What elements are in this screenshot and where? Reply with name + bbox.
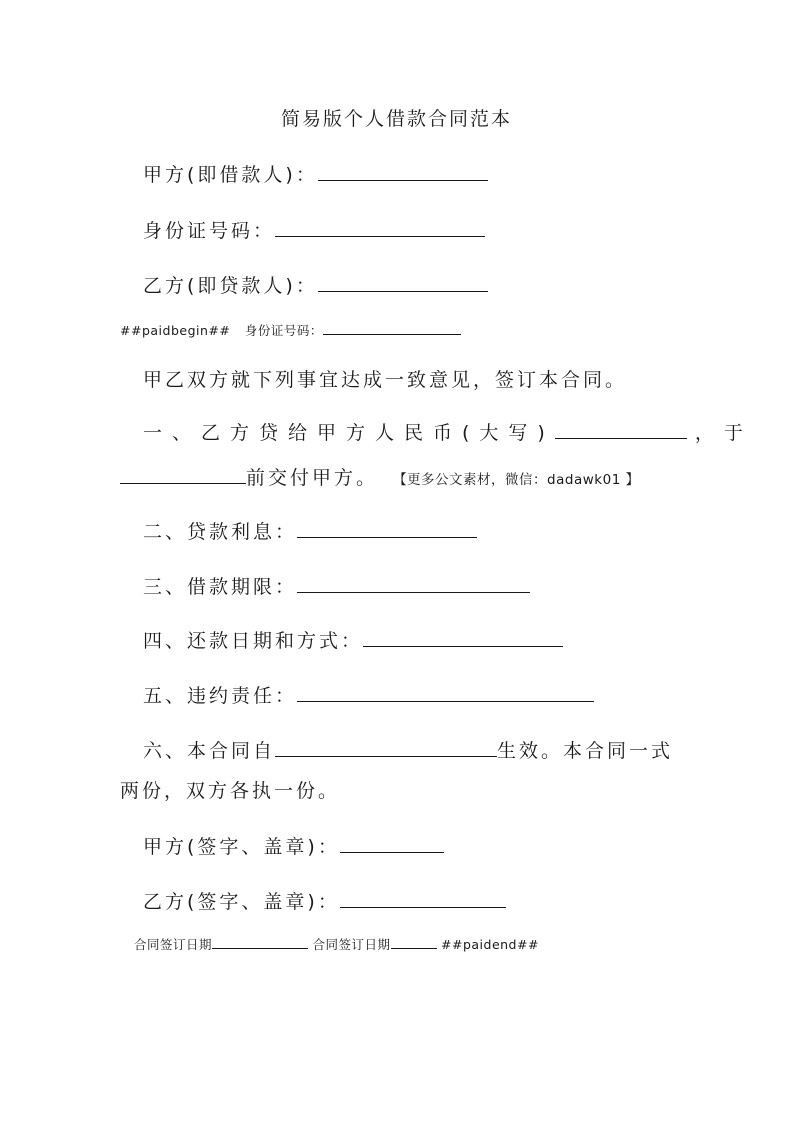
clause3-blank[interactable] xyxy=(297,574,530,593)
date1-label: 合同签订日期 xyxy=(134,937,213,952)
date2-blank[interactable] xyxy=(391,936,437,949)
paid-end-marker: ##paidend## xyxy=(441,937,539,952)
clause2-label: 二、贷款利息： xyxy=(143,521,298,543)
clause6-line2: 两份，双方各执一份。 xyxy=(120,780,341,802)
clause5-blank[interactable] xyxy=(297,683,594,702)
clause4-blank[interactable] xyxy=(363,628,563,647)
sign-b-label: 乙方(签字、盖章)： xyxy=(143,891,340,913)
promo-note: 【更多公文素材，微信：dadawk01 】 xyxy=(393,472,640,488)
party-b-line xyxy=(143,271,488,298)
party-a-label: 甲方(即借款人)： xyxy=(143,164,318,186)
clause6-part1: 六、本合同自 xyxy=(143,740,276,762)
id-number-blank[interactable] xyxy=(275,218,485,237)
id-number-line xyxy=(143,216,485,243)
clause1-amount-blank[interactable] xyxy=(555,420,687,439)
clause1-line1 xyxy=(143,418,753,445)
clause4-label: 四、还款日期和方式： xyxy=(143,630,364,652)
sign-a-label: 甲方(签字、盖章)： xyxy=(143,836,340,858)
clause5-line xyxy=(143,681,594,708)
clause6-line1 xyxy=(143,736,673,763)
party-b-label: 乙方(即贷款人)： xyxy=(143,275,318,297)
document-title: 简易版个人借款合同范本 xyxy=(280,108,512,130)
marker-id-label: 身份证号码： xyxy=(244,323,323,338)
clause1-part1: 一、乙方贷给甲方人民币(大写) xyxy=(143,422,555,444)
clause5-label: 五、违约责任： xyxy=(143,685,298,707)
clause2-line xyxy=(143,517,477,544)
clause4-line xyxy=(143,626,563,653)
sign-a-line xyxy=(143,832,444,859)
clause1-date-blank[interactable] xyxy=(120,465,246,484)
sign-a-blank[interactable] xyxy=(340,834,444,853)
clause1-line2 xyxy=(120,463,640,490)
party-b-blank[interactable] xyxy=(318,273,488,292)
clause2-blank[interactable] xyxy=(297,519,477,538)
clause1-part3: 前交付甲方。 xyxy=(246,467,379,489)
clause3-line xyxy=(143,572,530,599)
marker-line xyxy=(120,321,461,339)
sign-b-blank[interactable] xyxy=(340,889,506,908)
party-a-blank[interactable] xyxy=(318,162,488,181)
date2-label: 合同签订日期 xyxy=(312,937,391,952)
date1-blank[interactable] xyxy=(212,936,308,949)
marker-id-blank[interactable] xyxy=(323,322,461,335)
sign-b-line xyxy=(143,887,506,914)
footer-line xyxy=(134,935,539,953)
clause3-label: 三、借款期限： xyxy=(143,576,298,598)
agreement-sentence: 甲乙双方就下列事宜达成一致意见，签订本合同。 xyxy=(143,369,628,391)
paid-begin-marker: ##paidbegin## xyxy=(120,323,231,338)
clause6-blank[interactable] xyxy=(275,738,497,757)
clause6-part2: 生效。本合同一式 xyxy=(497,740,674,762)
id-number-label: 身份证号码： xyxy=(143,220,276,242)
clause1-part2: ，于 xyxy=(694,422,753,444)
party-a-line xyxy=(143,160,488,187)
